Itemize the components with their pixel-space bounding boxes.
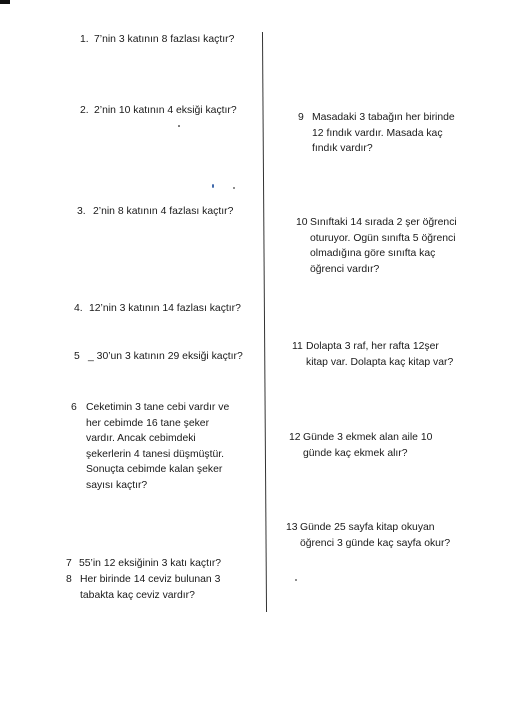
- question-number: 7: [66, 558, 72, 569]
- question-9: [298, 110, 455, 157]
- question-text: 55’in 12 eksiğinin 3 katı kaçtır?: [79, 558, 222, 569]
- question-text: _ 30’un 3 katının 29 eksiği kaçtır?: [88, 351, 243, 362]
- scan-speck: [178, 125, 180, 127]
- question-number: 5: [74, 351, 80, 362]
- question-3: [77, 204, 233, 220]
- question-text: Masadaki 3 tabağın her birinde 12 fındık vardır. Masada kaç fındık vardır?: [312, 112, 455, 154]
- question-text: Her birinde 14 ceviz bulunan 3 tabakta kaç ceviz vardır?: [80, 574, 221, 601]
- question-2: [80, 103, 237, 119]
- question-text: 12’nin 3 katının 14 fazlası kaçtır?: [89, 303, 241, 314]
- question-number: 12: [289, 432, 301, 443]
- question-number: 6: [71, 402, 77, 413]
- question-7: [66, 556, 221, 572]
- question-text: 2’nin 8 katının 4 fazlası kaçtır?: [93, 206, 234, 217]
- scan-corner-mark: [0, 0, 10, 4]
- question-text: 7’nin 3 katının 8 fazlası kaçtır?: [94, 34, 235, 45]
- question-8: [66, 572, 220, 603]
- question-text: Ceketimin 3 tane cebi vardır ve her cebimde 16 tane şeker vardır. Ancak cebimdeki şekerlerin 4 tanesi düşmüştür. Sonuçta cebimde kalan şeker sayısı kaçtır?: [86, 402, 230, 491]
- question-12: [289, 430, 432, 461]
- scan-speck: [233, 187, 235, 189]
- question-number: 2.: [80, 105, 89, 116]
- question-10: [296, 215, 457, 277]
- column-divider: [262, 32, 267, 612]
- question-text: Günde 25 sayfa kitap okuyan öğrenci 3 günde kaç sayfa okur?: [300, 522, 451, 549]
- question-1: [80, 32, 234, 48]
- question-text: 2’nin 10 katının 4 eksiği kaçtır?: [94, 105, 237, 116]
- question-number: 13: [286, 522, 298, 533]
- question-text: Dolapta 3 raf, her rafta 12şer kitap var. Dolapta kaç kitap var?: [306, 341, 454, 368]
- question-text: Sınıftaki 14 sırada 2 şer öğrenci oturuyor. Ogün sınıfta 5 öğrenci olmadığına göre sınıfta kaç öğrenci vardır?: [310, 217, 457, 275]
- question-number: 8: [66, 574, 72, 585]
- question-number: 11: [292, 341, 303, 352]
- question-number: 4.: [74, 303, 83, 314]
- question-5: [74, 349, 243, 365]
- question-6: [71, 400, 229, 493]
- question-number: 10: [296, 217, 308, 228]
- scan-speck: [295, 579, 297, 581]
- question-number: 1.: [80, 34, 89, 45]
- question-number: 3.: [77, 206, 86, 217]
- question-4: [74, 301, 241, 317]
- question-number: 9: [298, 112, 304, 123]
- question-text: Günde 3 ekmek alan aile 10 günde kaç ekmek alır?: [303, 432, 433, 459]
- question-13: [286, 520, 450, 551]
- scan-speck: [212, 184, 214, 188]
- question-11: [292, 339, 453, 370]
